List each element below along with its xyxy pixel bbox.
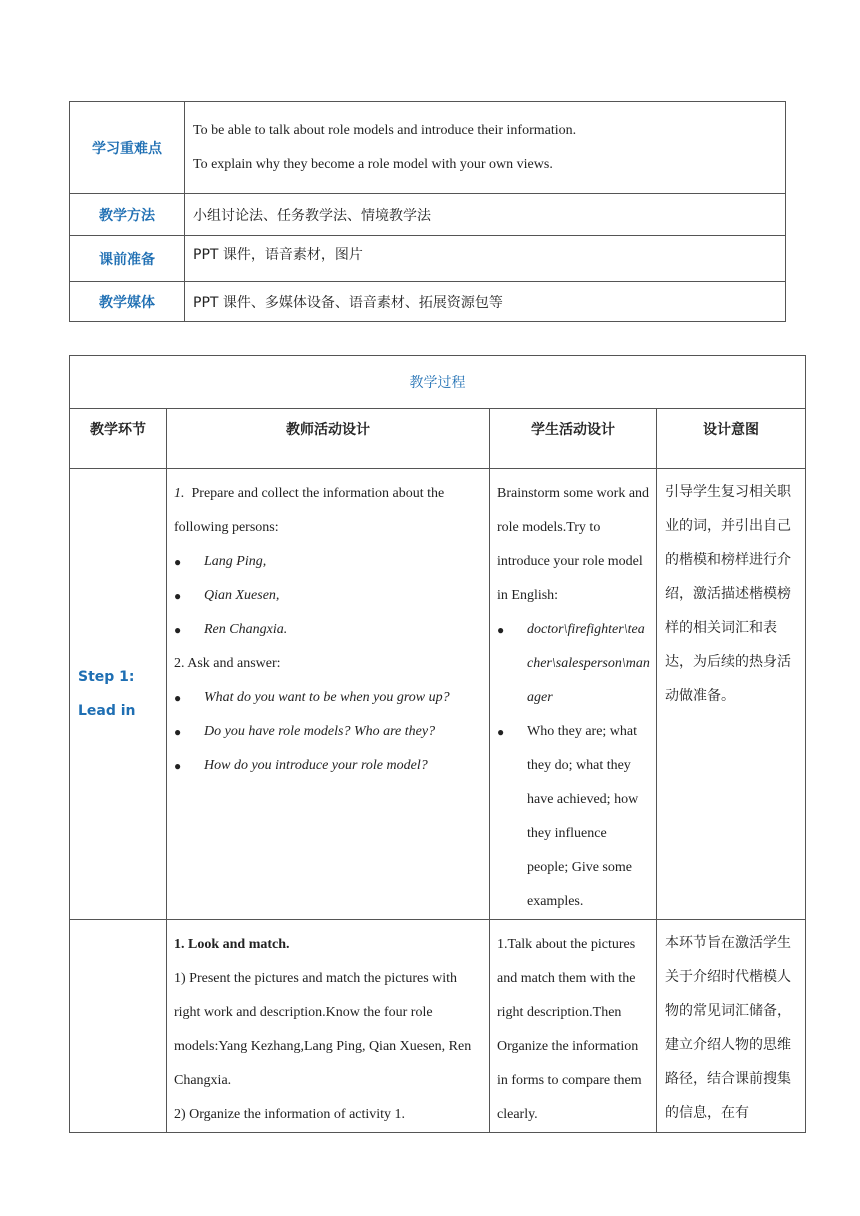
step2-item-2: 2) Organize the information of activity 1.	[174, 1107, 406, 1122]
table-row	[70, 102, 786, 194]
list-item: ● doctor\firefighter\teacher\salesperson\manager	[497, 613, 650, 715]
persons-list	[174, 545, 483, 647]
step1-label-line2: Lead in	[78, 703, 136, 719]
step2-teacher	[167, 920, 490, 1133]
row-label-difficulty: 学习重难点	[70, 102, 185, 194]
row-content-difficulty	[185, 102, 786, 194]
step2-intent: 本环节旨在激活学生关于介绍时代楷模人物的常见词汇储备，建立介绍人物的思维路径，结合课前搜集的信息，在有	[657, 920, 806, 1133]
step1-label-line1: Step 1:	[78, 669, 135, 685]
step2-item-1: 1) Present the pictures and match the pictures with right work and description.Know the four role models:Yang Kezhang,Lang Ping, Qian Xuesen, Ren Changxia.	[174, 971, 472, 1088]
list-item: ● Qian Xuesen,	[174, 579, 483, 613]
row-label-method: 教学方法	[70, 194, 185, 236]
step1-teacher	[167, 469, 490, 920]
header-intent: 设计意图	[657, 409, 806, 469]
list-item: ● Lang Ping,	[174, 545, 483, 579]
table-row	[70, 282, 786, 322]
list-item: ● What do you want to be when you grow up?	[174, 681, 483, 715]
table-row	[70, 920, 806, 1133]
step2-label	[70, 920, 167, 1133]
row-label-media: 教学媒体	[70, 282, 185, 322]
step2-heading: 1. Look and match.	[174, 937, 290, 952]
objective-line: To explain why they become a role model with your own views.	[193, 156, 553, 172]
list-item: ● How do you introduce your role model?	[174, 749, 483, 783]
process-title: 教学过程	[70, 356, 806, 409]
list-item: ● Do you have role models? Who are they?	[174, 715, 483, 749]
list-item: ● Who they are; what they do; what they have achieved; how they influence people; Give some examples.	[497, 715, 650, 919]
table-row	[70, 236, 786, 282]
point-text: Prepare and collect the information about the following persons:	[174, 486, 445, 535]
teacher-point-2: 2. Ask and answer:	[174, 656, 281, 671]
header-stage: 教学环节	[70, 409, 167, 469]
row-content-media: PPT 课件、多媒体设备、语音素材、拓展资源包等	[185, 282, 786, 322]
header-student: 学生活动设计	[490, 409, 657, 469]
step1-label	[70, 469, 167, 920]
header-teacher: 教师活动设计	[167, 409, 490, 469]
step2-student: 1.Talk about the pictures and match them with the right description.Then Organize the information in forms to compare them clearly.	[490, 920, 657, 1133]
list-item: ● Ren Changxia.	[174, 613, 483, 647]
teacher-point-1	[174, 477, 483, 545]
step1-intent: 引导学生复习相关职业的词，并引出自己的楷模和榜样进行介绍，激活描述楷模榜样的相关词汇和表达，为后续的热身活动做准备。	[657, 469, 806, 920]
objective-line: To be able to talk about role models and introduce their information.	[193, 122, 577, 138]
table-row	[70, 194, 786, 236]
table-row	[70, 356, 806, 409]
table-row	[70, 469, 806, 920]
row-content-method: 小组讨论法、任务教学法、情境教学法	[185, 194, 786, 236]
questions-list	[174, 681, 483, 783]
student-list	[497, 613, 650, 919]
row-content-preparation: PPT 课件，语音素材，图片	[185, 236, 786, 282]
student-intro: Brainstorm some work and role models.Try to introduce your role model in English:	[497, 486, 650, 603]
step1-student	[490, 469, 657, 920]
info-table	[69, 101, 786, 322]
table-row	[70, 409, 806, 469]
process-table	[69, 355, 806, 1133]
point-number: 1.	[174, 486, 185, 501]
row-label-preparation: 课前准备	[70, 236, 185, 282]
